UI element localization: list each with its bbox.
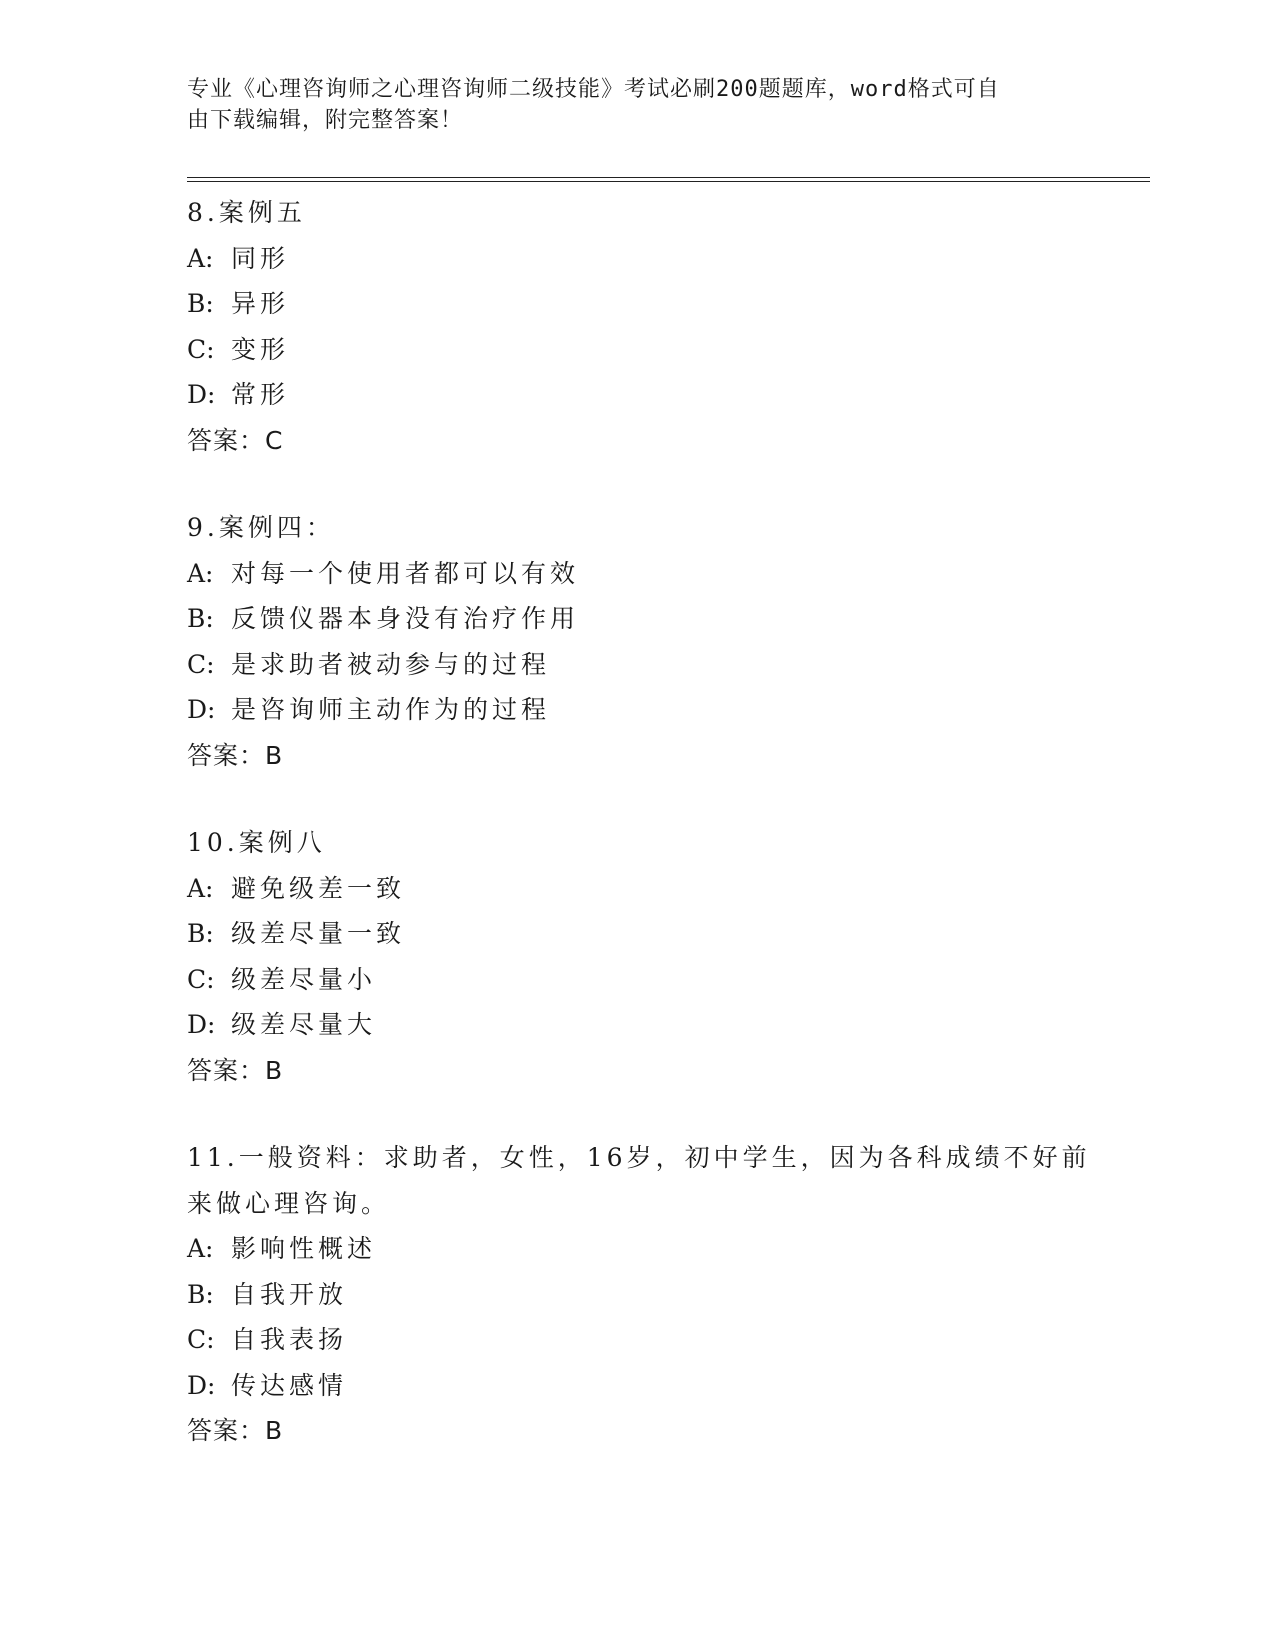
option-key: D: (187, 695, 216, 724)
option-text: 传达感情 (231, 1370, 348, 1400)
option-b (187, 596, 1117, 642)
option-d (187, 1363, 1117, 1409)
option-key: A: (187, 243, 214, 273)
option-key: A: (187, 1234, 214, 1263)
option-text: 级差尽量一致 (231, 919, 406, 948)
option-a (187, 236, 1117, 282)
option-text: 反馈仪器本身没有治疗作用 (231, 604, 580, 633)
option-text: 对每一个使用者都可以有效 (231, 558, 580, 588)
option-c (187, 1317, 1117, 1363)
option-key: D: (187, 1010, 216, 1039)
option-text: 自我开放 (231, 1279, 348, 1309)
header-divider-top (187, 177, 1150, 178)
option-key: D: (187, 380, 216, 409)
option-key: B: (187, 1279, 214, 1309)
option-b (187, 911, 1117, 957)
option-text: 常形 (231, 380, 290, 409)
answer-line: 答案：B (187, 1416, 284, 1445)
question-stem: 9.案例四： (187, 513, 335, 542)
option-key: B: (187, 919, 214, 948)
option-text: 避免级差一致 (231, 873, 406, 903)
header-divider-bottom (187, 181, 1150, 182)
option-key: C: (187, 334, 215, 364)
option-a (187, 551, 1117, 597)
question-stem: 8.案例五 (187, 198, 306, 227)
option-b (187, 1272, 1117, 1318)
option-key: B: (187, 604, 214, 633)
option-key: A: (187, 873, 214, 903)
question-stem-line-2: 来做心理咨询。 (187, 1188, 391, 1218)
option-key: B: (187, 289, 214, 318)
option-text: 同形 (231, 243, 290, 273)
question-list (187, 190, 1117, 1496)
option-d (187, 372, 1117, 418)
header-line-1: 专业《心理咨询师之心理咨询师二级技能》考试必刷200题题库，word格式可自 (187, 77, 1000, 102)
option-a (187, 1226, 1117, 1272)
option-d (187, 687, 1117, 733)
option-text: 级差尽量小 (231, 964, 377, 994)
option-d (187, 1002, 1117, 1048)
question-stem-line-1: 11.一般资料：求助者，女性，16岁，初中学生，因为各科成绩不好前 (187, 1143, 1091, 1172)
answer-line: 答案：B (187, 1055, 284, 1085)
option-key: D: (187, 1370, 216, 1400)
option-c (187, 327, 1117, 373)
option-text: 影响性概述 (231, 1234, 377, 1263)
option-text: 自我表扬 (231, 1325, 348, 1354)
option-text: 级差尽量大 (231, 1010, 377, 1039)
option-key: C: (187, 1325, 215, 1354)
option-text: 是求助者被动参与的过程 (231, 649, 551, 679)
header-line-2: 由下载编辑，附完整答案！ (187, 108, 464, 133)
option-text: 变形 (231, 334, 290, 364)
answer-line: 答案：C (187, 425, 284, 455)
option-text: 异形 (231, 289, 290, 318)
option-key: C: (187, 964, 215, 994)
question-item (187, 505, 1117, 778)
option-c (187, 957, 1117, 1003)
option-b (187, 281, 1117, 327)
option-a (187, 866, 1117, 912)
question-item (187, 1135, 1117, 1454)
question-stem: 10.案例八 (187, 828, 326, 857)
option-c (187, 642, 1117, 688)
question-item (187, 820, 1117, 1093)
option-key: C: (187, 649, 215, 679)
question-item (187, 190, 1117, 463)
answer-line: 答案：B (187, 740, 284, 770)
document-header (187, 74, 1087, 136)
option-text: 是咨询师主动作为的过程 (231, 695, 551, 724)
option-key: A: (187, 558, 214, 588)
